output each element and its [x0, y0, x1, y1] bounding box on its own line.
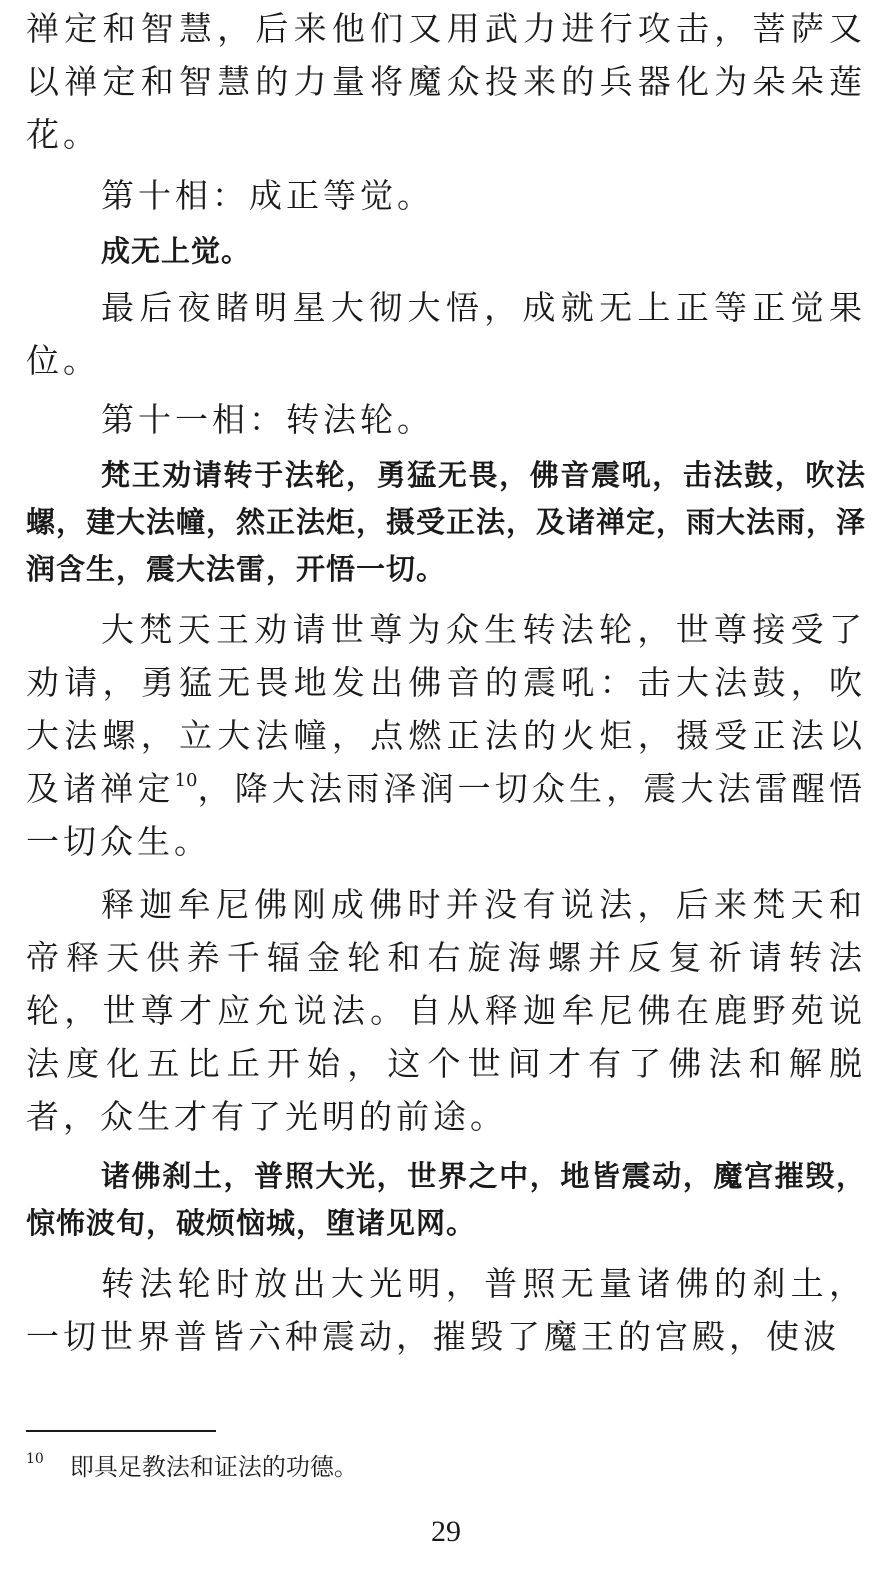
- scripture-verse: 梵王劝请转于法轮，勇猛无畏，佛音震吼，击法鼓，吹法螺，建大法幢，然正法炬，摄受正法，及诸禅定，雨大法雨，泽润含生，震大法雷，开悟一切。: [26, 458, 867, 586]
- page-body: [26, 0, 866, 1363]
- scripture-verse: 诸佛刹土，普照大光，世界之中，地皆震动，魔宫摧毁，惊怖波旬，破烦恼城，堕诸见网。: [26, 1159, 866, 1240]
- commentary-text: ，降大法雨泽润一切众生，震大法雷醒悟一切众生。: [26, 769, 866, 861]
- footnote: [26, 1447, 358, 1482]
- footnote-number: 10: [26, 1451, 44, 1467]
- paragraph-commentary: 禅定和智慧，后来他们又用武力进行攻击，菩萨又以禅定和智慧的力量将魔众投来的兵器化为朵朵莲花。: [26, 9, 866, 154]
- section-heading: 第十一相：转法轮。: [101, 400, 434, 439]
- paragraph-commentary: 最后夜睹明星大彻大悟，成就无上正等正觉果位。: [26, 288, 866, 380]
- footnote-reference[interactable]: 10: [174, 770, 198, 791]
- footnote-divider: [26, 1430, 216, 1432]
- paragraph-commentary: 释迦牟尼佛刚成佛时并没有说法，后来梵天和帝释天供养千辐金轮和右旋海螺并反复祈请转法轮，世尊才应允说法。自从释迦牟尼佛在鹿野苑说法度化五比丘开始，这个世间才有了佛法和解脱者，众生才有了光明的前途。: [26, 885, 866, 1136]
- section-heading: 第十相：成正等觉。: [101, 176, 434, 215]
- scripture-verse: 成无上觉。: [101, 234, 252, 268]
- paragraph-commentary: 转法轮时放出大光明，普照无量诸佛的刹土，一切世界普皆六种震动，摧毁了魔王的宫殿，使波: [26, 1264, 866, 1356]
- page-number: 29: [431, 1515, 461, 1548]
- commentary-text: 大梵天王劝请世尊为众生转法轮，世尊接受了劝请，勇猛无畏地发出佛音的震吼：击大法鼓，吹大法螺，立大法幢，点燃正法的火炬，摄受正法以及诸禅定: [26, 610, 866, 808]
- footnote-text: 即具足教法和证法的功德。: [69, 1453, 358, 1481]
- paragraph-commentary: [26, 603, 866, 868]
